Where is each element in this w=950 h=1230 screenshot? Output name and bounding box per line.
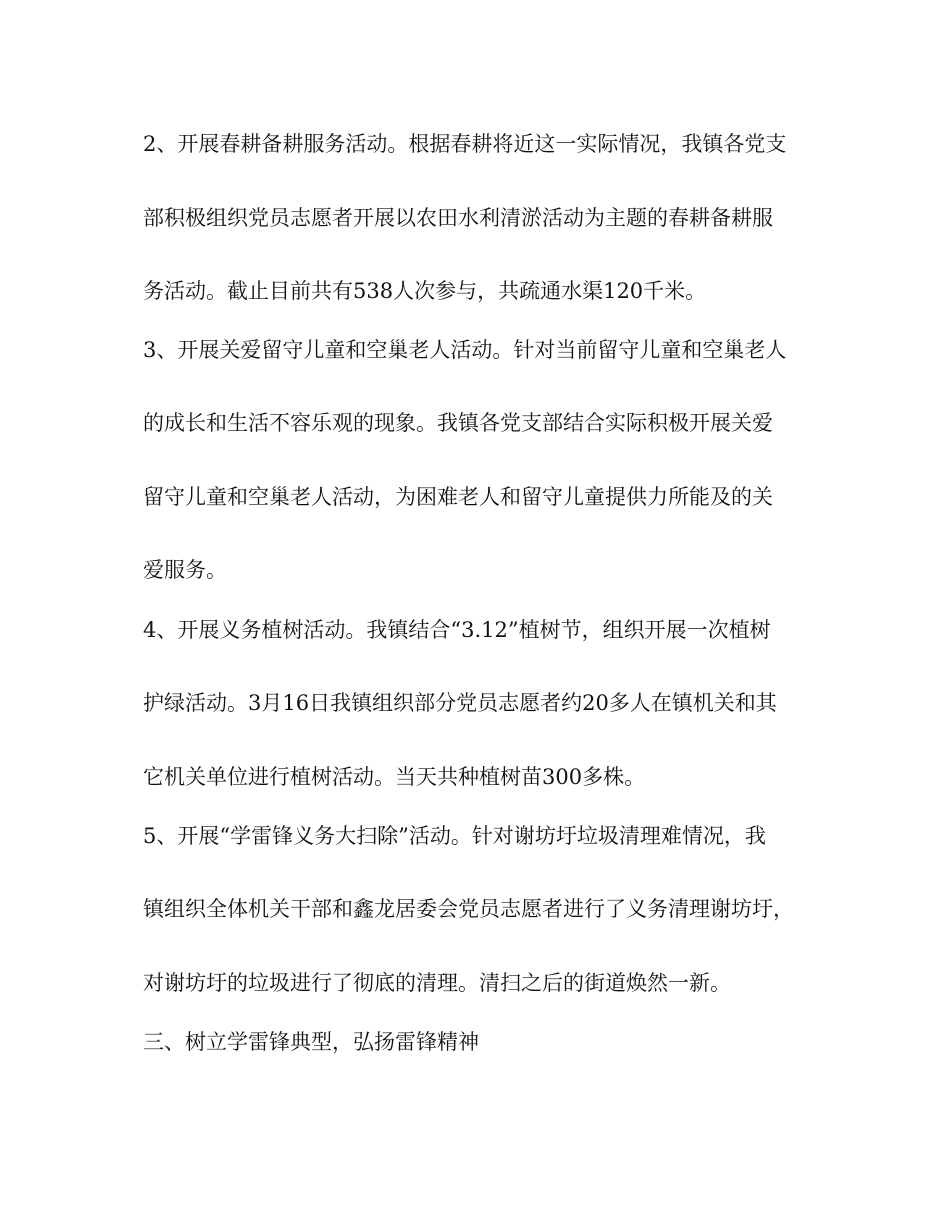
paragraph-4-line-3: 它机关单位进行植树活动。当天共种植树苗300多株。 <box>143 765 646 789</box>
paragraph-2-line-3: 务活动。截止目前共有538人次参与，共疏通水渠120千米。 <box>143 279 707 303</box>
paragraph-2-line-1: 2、开展春耕备耕服务活动。根据春耕将近这一实际情况，我镇各党支 <box>143 132 787 156</box>
paragraph-4-line-2: 护绿活动。3月16日我镇组织部分党员志愿者约20多人在镇机关和其 <box>143 691 777 715</box>
paragraph-2-line-2: 部积极组织党员志愿者开展以农田水利清淤活动为主题的春耕备耕服 <box>143 206 773 230</box>
paragraph-3-line-4: 爱服务。 <box>143 558 227 582</box>
paragraph-3-line-3: 留守儿童和空巢老人活动，为困难老人和留守儿童提供力所能及的关 <box>143 485 773 509</box>
paragraph-3-line-1: 3、开展关爱留守儿童和空巢老人活动。针对当前留守儿童和空巢老人 <box>143 338 787 362</box>
paragraph-5-line-2: 镇组织全体机关干部和鑫龙居委会党员志愿者进行了义务清理谢坊圩， <box>143 897 794 921</box>
paragraph-3-line-2: 的成长和生活不容乐观的现象。我镇各党支部结合实际积极开展关爱 <box>143 411 773 435</box>
paragraph-4-line-1: 4、开展义务植树活动。我镇结合“3.12”植树节，组织开展一次植树 <box>143 618 771 642</box>
paragraph-5-line-1: 5、开展“学雷锋义务大扫除”活动。针对谢坊圩垃圾清理难情况，我 <box>143 824 766 848</box>
section-heading: 三、树立学雷锋典型，弘扬雷锋精神 <box>143 1030 479 1054</box>
paragraph-5-line-3: 对谢坊圩的垃圾进行了彻底的清理。清扫之后的街道焕然一新。 <box>143 971 731 995</box>
